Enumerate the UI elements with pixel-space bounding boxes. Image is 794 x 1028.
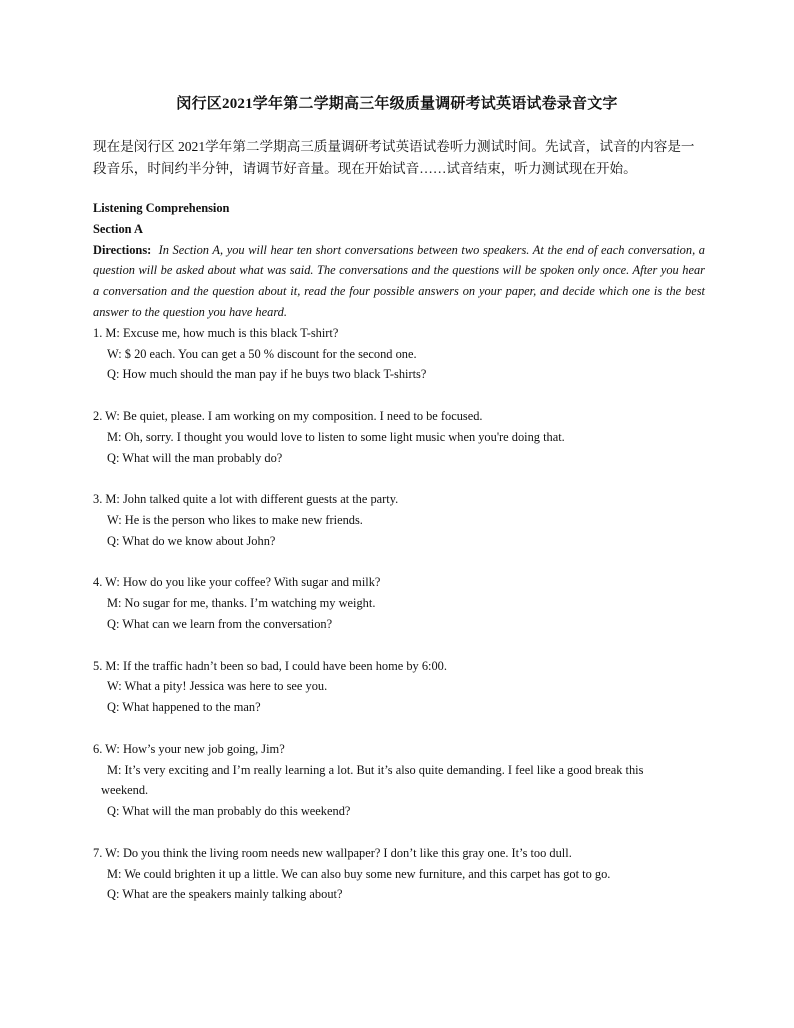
- conversation-5: [93, 656, 705, 718]
- conversation-line: W: He is the person who likes to make new friends.: [107, 512, 363, 527]
- conversation-question: Q: What will the man probably do this weekend?: [107, 804, 351, 819]
- directions: [93, 240, 705, 323]
- directions-text: In Section A, you will hear ten short conversations between two speakers. At the end of each conversation, a question will be asked about what was said. The conversations and the questions will be spoken only once. After you hear a conversation and the question about it, read the four possible answers on your paper, and decide which one is the best answer to the question you have heard.: [93, 242, 705, 319]
- conversation-2: [93, 406, 705, 468]
- conversation-line: W: $ 20 each. You can get a 50 % discount for the second one.: [107, 346, 417, 361]
- section-title: Listening Comprehension: [93, 201, 230, 215]
- section-subtitle: Section A: [93, 221, 143, 236]
- conversation-1: [93, 323, 705, 385]
- conversation-line: 4. W: How do you like your coffee? With sugar and milk?: [93, 575, 381, 590]
- conversation-line: 2. W: Be quiet, please. I am working on my composition. I need to be focused.: [93, 408, 483, 423]
- conversation-4: [93, 572, 705, 634]
- conversation-line: W: What a pity! Jessica was here to see you.: [107, 679, 328, 694]
- conversation-question: Q: What will the man probably do?: [107, 450, 283, 465]
- conversation-line: 5. M: If the traffic hadn’t been so bad, I could have been home by 6:00.: [93, 658, 447, 673]
- intro-paragraph: 现在是闵行区 2021学年第二学期高三质量调研考试英语试卷听力测试时间。先试音，试音的内容是一段音乐，时间约半分钟，请调节好音量。现在开始试音……试音结束，听力测试现在开始。: [93, 139, 695, 176]
- conversation-question: Q: What happened to the man?: [107, 700, 261, 715]
- conversation-line: M: No sugar for me, thanks. I’m watching my weight.: [107, 596, 376, 611]
- conversation-line-continuation: weekend.: [101, 783, 149, 798]
- conversation-question: Q: What are the speakers mainly talking about?: [107, 887, 343, 902]
- conversation-line: M: We could brighten it up a little. We can also buy some new furniture, and this carpet has got to go.: [107, 866, 611, 881]
- conversation-line: 1. M: Excuse me, how much is this black T-shirt?: [93, 325, 339, 340]
- conversation-question: Q: How much should the man pay if he buys two black T-shirts?: [107, 367, 427, 382]
- conversation-7: [93, 843, 705, 905]
- conversation-6: [93, 739, 705, 822]
- conversation-line: M: It’s very exciting and I’m really learning a lot. But it’s also quite demanding. I feel like a good break this: [107, 762, 644, 777]
- conversation-line: 7. W: Do you think the living room needs new wallpaper? I don’t like this gray one. It’s too dull.: [93, 845, 572, 860]
- document-title: 闵行区2021学年第二学期高三年级质量调研考试英语试卷录音文字: [176, 96, 618, 112]
- listening-content: [93, 198, 705, 926]
- conversation-3: [93, 489, 705, 551]
- conversation-question: Q: What can we learn from the conversation?: [107, 616, 333, 631]
- conversation-line: 3. M: John talked quite a lot with different guests at the party.: [93, 492, 399, 507]
- conversation-line: 6. W: How’s your new job going, Jim?: [93, 741, 285, 756]
- conversation-question: Q: What do we know about John?: [107, 533, 276, 548]
- directions-label: Directions:: [93, 242, 152, 257]
- conversation-line: M: Oh, sorry. I thought you would love to listen to some light music when you're doing that.: [107, 429, 565, 444]
